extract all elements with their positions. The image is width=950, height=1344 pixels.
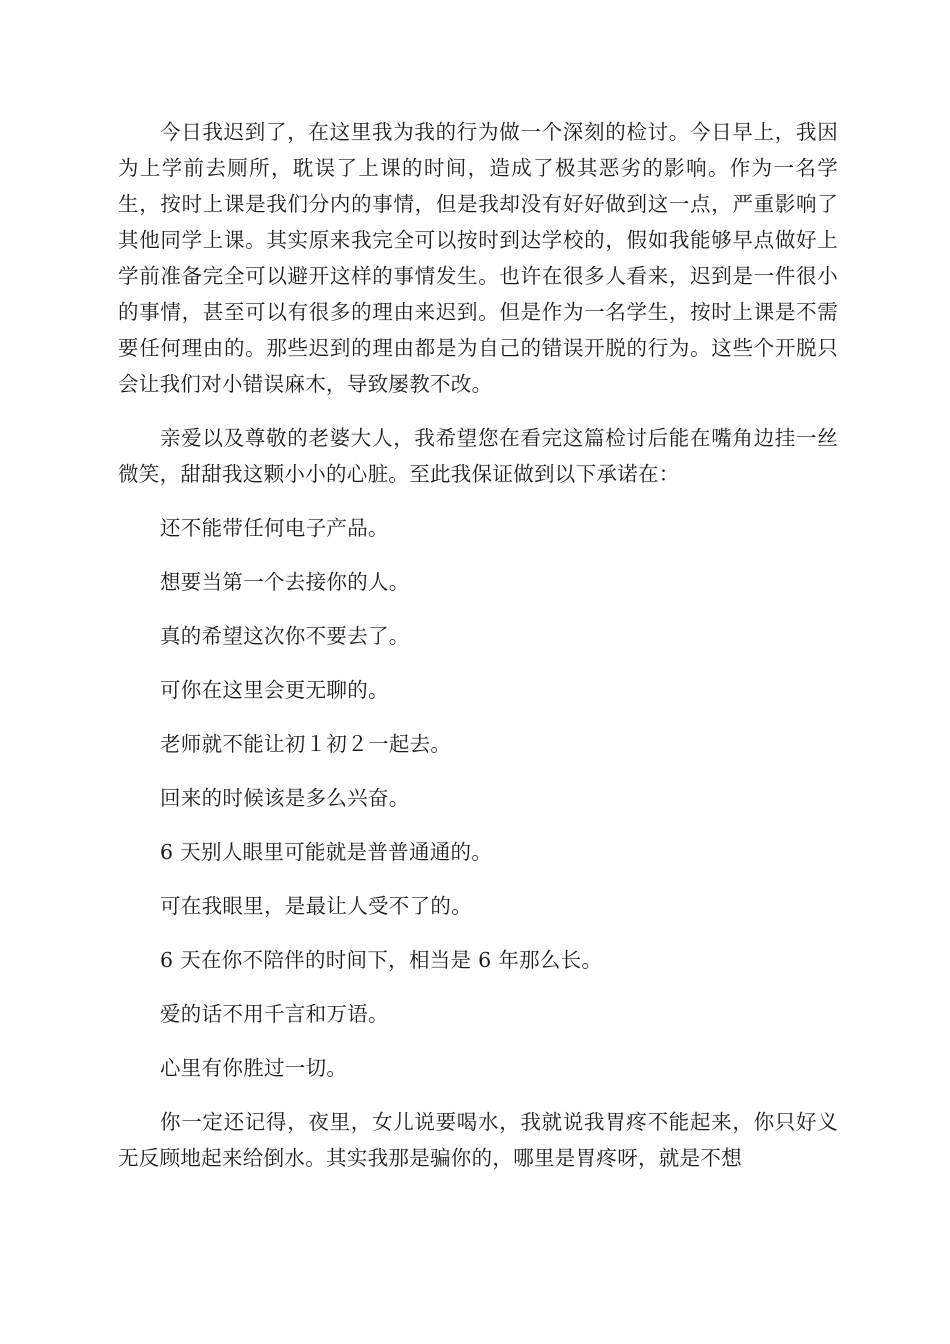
promise-line: 回来的时候该是多么兴奋。 <box>160 786 410 810</box>
promise-line: 心里有你胜过一切。 <box>160 1056 348 1080</box>
promise-line: 6 天在你不陪伴的时间下，相当是 6 年那么长。 <box>160 948 603 972</box>
paragraph-memory: 你一定还记得，夜里，女儿说要喝水，我就说我胃疼不能起来，你只好义无反顾地起来给倒水。其实我那是骗你的，哪里是胃疼呀，就是不想 <box>118 1110 838 1170</box>
paragraph-apology: 今日我迟到了，在这里我为我的行为做一个深刻的检讨。今日早上，我因为上学前去厕所，耽误了上课的时间，造成了极其恶劣的影响。作为一名学生，按时上课是我们分内的事情，但是我却没有好好做到这一点，严重影响了其他同学上课。其实原来我完全可以按时到达学校的，假如我能够早点做好上学前准备完全可以避开这样的事情发生。也许在很多人看来，迟到是一件很小的事情，甚至可以有很多的理由来迟到。但是作为一名学生，按时上课是不需要任何理由的。那些迟到的理由都是为自己的错误开脱的行为。这些个开脱只会让我们对小错误麻木，导致屡教不改。 <box>118 120 838 396</box>
promise-line: 真的希望这次你不要去了。 <box>160 624 410 648</box>
promise-line: 6 天别人眼里可能就是普普通通的。 <box>160 840 493 864</box>
promise-line: 想要当第一个去接你的人。 <box>160 570 410 594</box>
promise-line: 爱的话不用千言和万语。 <box>160 1002 389 1026</box>
promise-line: 可你在这里会更无聊的。 <box>160 678 389 702</box>
paragraph-promise-intro: 亲爱以及尊敬的老婆大人，我希望您在看完这篇检讨后能在嘴角边挂一丝微笑，甜甜我这颗小小的心脏。至此我保证做到以下承诺在： <box>118 426 838 486</box>
promise-line: 老师就不能让初１初２一起去。 <box>160 732 452 756</box>
promise-line: 可在我眼里，是最让人受不了的。 <box>160 894 472 918</box>
document-body <box>118 114 838 1194</box>
promise-line: 还不能带任何电子产品。 <box>160 516 389 540</box>
